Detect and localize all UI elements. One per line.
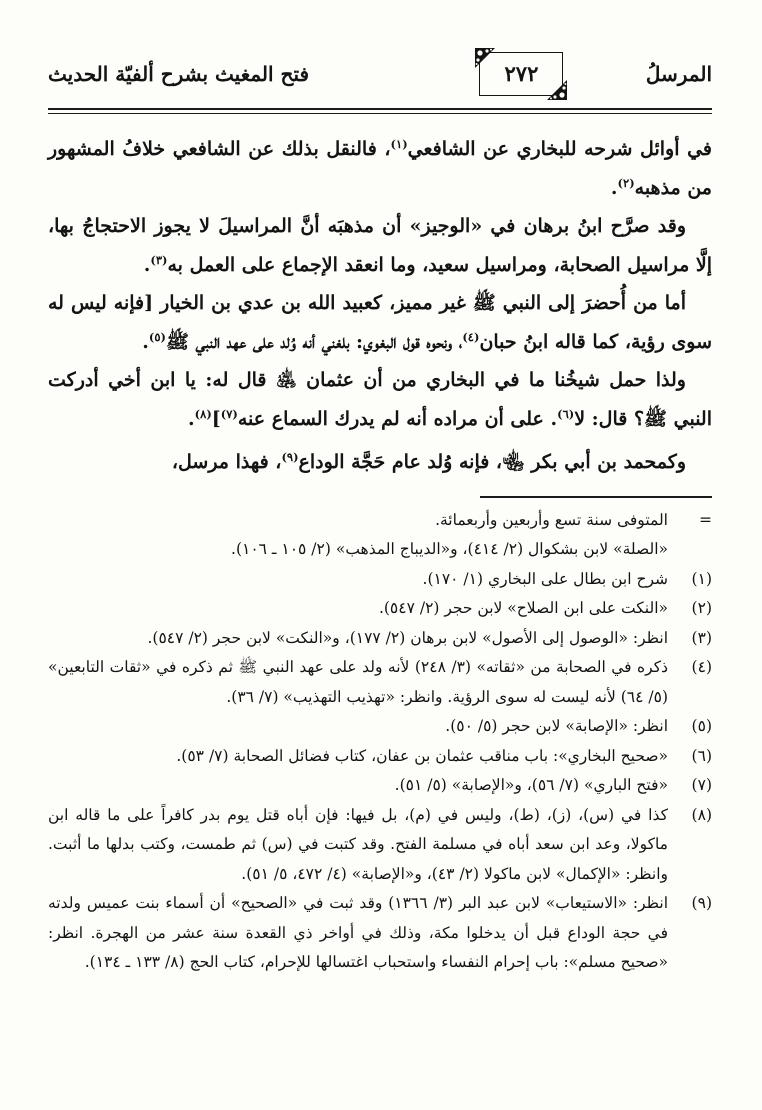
paragraph: أما من أُحضرَ إلى النبي ﷺ غير مميز، كعبيد الله بن عدي بن الخيار [فإنه ليس له سوى رؤية، كما قاله ابنُ حبان$^{(٤)}$، ونحوه قول البغوي: بلغني أنه وُلد على عهد النبي ﷺ$^{(٥)}$. — [48, 292, 712, 353]
paragraph: وقد صرَّح ابنُ برهان في «الوجيز» أن مذهبَه أنَّ المراسيلَ لا يجوز الاحتجاجُ بها، إلَّا مراسيل الصحابة، ومراسيل سعيد، وما انعقد الإجماع على العمل به$^{(٣)}$. — [48, 215, 712, 276]
footnote-row — [48, 712, 712, 742]
footnote-marker: (٣) — [691, 628, 712, 647]
page-number-box — [479, 52, 563, 96]
footnote-marker: = — [699, 510, 712, 529]
footnote-marker: (٤) — [691, 658, 712, 676]
footnotes-block — [48, 506, 712, 978]
main-text — [48, 128, 712, 480]
footnote-row — [48, 653, 712, 712]
footnote-row — [48, 742, 712, 772]
footnote-separator — [480, 496, 712, 498]
paragraph: ولذا حمل شيخُنا ما في البخاري من أن عثمان ﵁ قال له: يا ابن أخي أدركت النبي ﷺ؟ قال: لا$^{(٦)}$. على أن مراده أنه لم يدرك السماع عنه$^{(٧)}$]$^{(٨)}$. — [48, 369, 712, 430]
footnote-marker: (٦) — [691, 746, 712, 765]
footnote-text: «النكت على ابن الصلاح» لابن حجر (٢/ ٥٤٧). — [378, 599, 668, 617]
footnote-text: ذكره في الصحابة من «ثقاته» (٣/ ٢٤٨) لأنه ولد على عهد النبي ﷺ ثم ذكره في «ثقات التابعين» (٥/ ٦٤) لأنه ليست له سوى الرؤية. وانظر: «تهذيب التهذيب» (٧/ ٣٦). — [48, 658, 669, 706]
footnote-row — [48, 506, 712, 536]
footnote-marker: (٢) — [691, 599, 712, 617]
footnote-row — [48, 624, 712, 654]
footnote-row — [48, 801, 712, 890]
paragraph: في أوائل شرحه للبخاري عن الشافعي$^{(١)}$، فالنقل بذلك عن الشافعي خلافُ المشهور من مذهبه$^{(٢)}$. — [48, 137, 713, 199]
footnote-row — [48, 889, 712, 978]
footnote-row — [48, 535, 712, 565]
footnote-text: «صحيح البخاري»: باب مناقب عثمان بن عفان، كتاب فضائل الصحابة (٧/ ٥٣). — [176, 746, 668, 765]
page-header — [48, 52, 712, 96]
footnote-marker: (٥) — [691, 717, 712, 735]
footnote-marker: (٧) — [691, 776, 712, 794]
footnote-text: «فتح الباري» (٧/ ٥٦)، و«الإصابة» (٥/ ٥١). — [394, 776, 668, 794]
footnote-marker: (١) — [691, 569, 712, 588]
footnote-text: انظر: «الوصول إلى الأصول» لابن برهان (٢/ ١٧٧)، و«النكت» لابن حجر (٢/ ٥٤٧). — [147, 628, 668, 647]
footnote-text: انظر: «الإصابة» لابن حجر (٥/ ٥٠). — [445, 717, 668, 735]
corner-ornament-icon — [546, 79, 568, 101]
footnote-row — [48, 594, 712, 624]
footnote-text: شرح ابن بطال على البخاري (١/ ١٧٠). — [422, 569, 668, 588]
page-number: ٢٧٢ — [504, 61, 539, 87]
header-double-rule — [48, 108, 712, 114]
footnote-marker: (٨) — [691, 805, 712, 824]
running-head-section: المرسلُ — [645, 62, 712, 86]
footnote-row — [48, 565, 712, 595]
footnote-text: «الصلة» لابن بشكوال (٢/ ٤١٤)، و«الديباج المذهب» (٢/ ١٠٥ ـ ١٠٦). — [231, 540, 668, 558]
footnote-text: انظر: «الاستيعاب» لابن عبد البر (٣/ ١٣٦٦) وقد ثبت في «الصحيح» أن أسماء بنت عميس ولدته في حجة الوداع قبل أن يدخلوا مكة، وذلك في أواخر ذي القعدة سنة عشر من الهجرة. انظر: «صحيح مسلم»: باب إحرام النفساء واستحباب اغتسالها للإحرام، كتاب الحج (٨/ ١٣٣ ـ ١٣٤). — [48, 894, 668, 971]
running-head-book-title: فتح المغيث بشرح ألفيّة الحديث — [48, 62, 310, 86]
footnote-text: كذا في (س)، (ز)، (ط)، وليس في (م)، بل فيها: فإن أباه قتل يوم بدر كافراً على ما قاله ابن ماكولا، وعد ابن سعد أباه في مسلمة الفتح. وقد كتبت في (س) ثم طمست، وكتب بدلها ما أثبت. وانظر: «الإكمال» لابن ماكولا (٢/ ٤٣)، و«الإصابة» (٤/ ٤٧٢، ٥/ ٥١). — [48, 805, 668, 883]
footnote-text: المتوفى سنة تسع وأربعين وأربعمائة. — [435, 510, 668, 529]
footnote-marker: (٩) — [691, 894, 712, 912]
corner-ornament-icon — [474, 47, 496, 69]
paragraph: وكمحمد بن أبي بكر ﵄، فإنه وُلد عام حَجَّة الوداع$^{(٩)}$، فهذا مرسل، — [171, 450, 686, 473]
footnote-row — [48, 771, 712, 801]
